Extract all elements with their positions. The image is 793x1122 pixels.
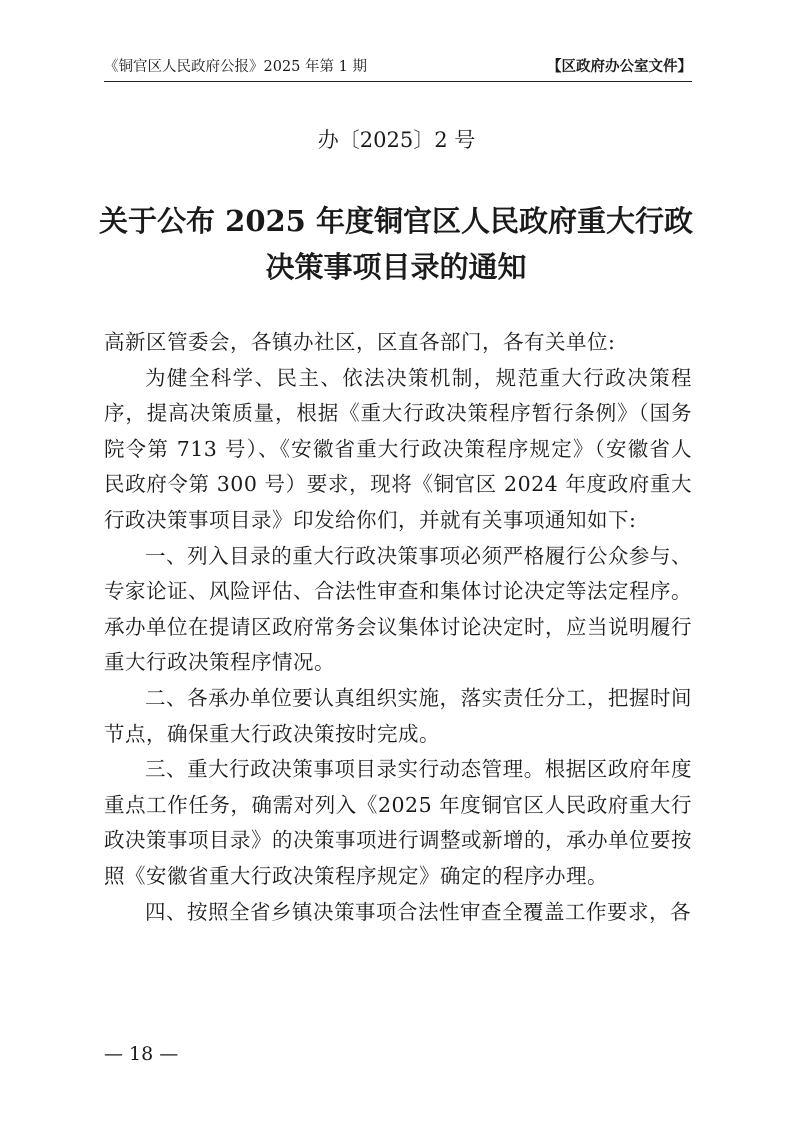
paragraph-item-3: 三、重大行政决策事项目录实行动态管理。根据区政府年度重点工作任务，确需对列入《2025 年度铜官区人民政府重大行政决策事项目录》的决策事项进行调整或新增的，承办单位要按照《安徽省重大行政决策程序规定》确定的程序办理。 bbox=[104, 757, 692, 888]
document-number: 办〔2025〕2 号 bbox=[317, 128, 476, 152]
paragraph-item-1: 一、列入目录的重大行政决策事项必须严格履行公众参与、专家论证、风险评估、合法性审查和集体讨论决定等法定程序。承办单位在提请区政府常务会议集体讨论决定时，应当说明履行重大行政决策程序情况。 bbox=[104, 543, 692, 675]
paragraph-item-2: 二、各承办单位要认真组织实施，落实责任分工，把握时间节点，确保重大行政决策按时完成。 bbox=[104, 685, 692, 746]
header-divider bbox=[104, 81, 692, 82]
document-title: 关于公布 2025 年度铜官区人民政府重大行政决策事项目录的通知 bbox=[99, 204, 693, 284]
page-header bbox=[104, 54, 692, 80]
salutation: 高新区管委会，各镇办社区，区直各部门，各有关单位: bbox=[104, 330, 616, 354]
paragraph-intro: 为健全科学、民主、依法决策机制，规范重大行政决策程序，提高决策质量，根据《重大行政决策程序暂行条例》（国务院令第 713 号）、《安徽省重大行政决策程序规定》（安徽省人民政府令第 300 号）要求，现将《铜官区 2024 年度政府重大行政决策事项目录》印发给你们，并就有关事项通知如下: bbox=[104, 365, 692, 532]
page-number: — 18 — bbox=[104, 1043, 179, 1065]
paragraph-item-4: 四、按照全省乡镇决策事项合法性审查全覆盖工作要求，各 bbox=[145, 899, 691, 924]
gazette-issue-label: 《铜官区人民政府公报》2025 年第 1 期 bbox=[104, 59, 367, 75]
document-category-label: 【区政府办公室文件】 bbox=[547, 58, 692, 75]
document-body bbox=[104, 325, 692, 930]
